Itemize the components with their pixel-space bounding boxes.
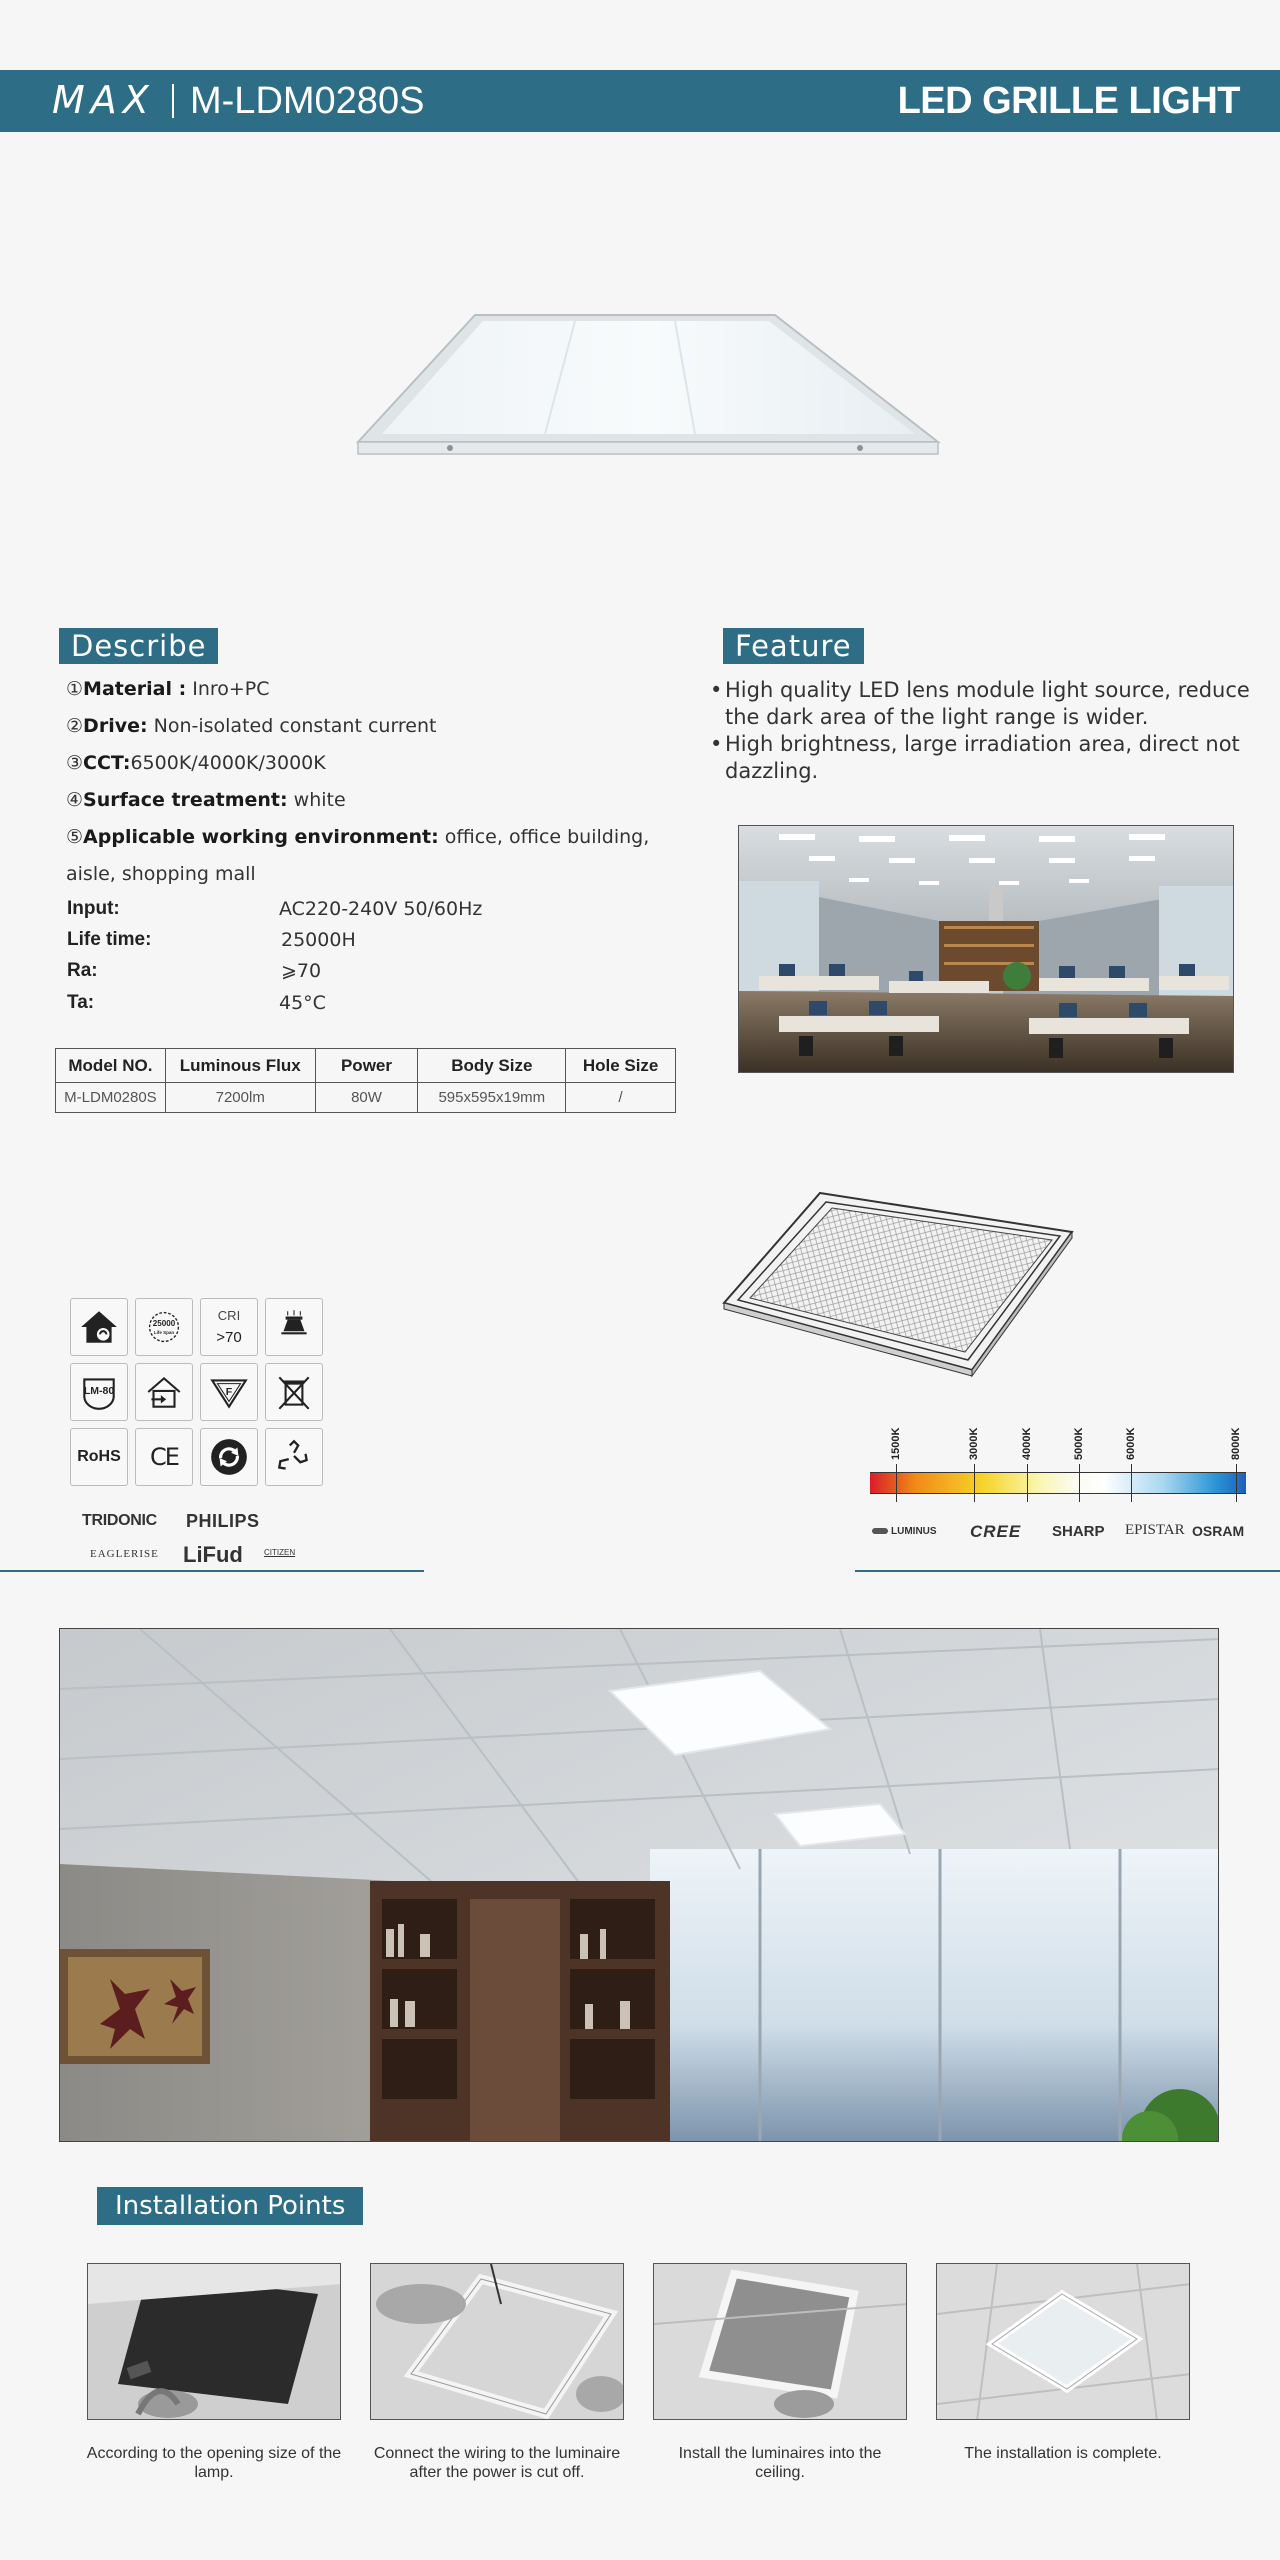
cct-label: 4000K [1020,1427,1033,1460]
spec-ra-label: Ra: [67,960,98,981]
cct-tick [1027,1464,1028,1502]
brand-citizen: CITIZEN [264,1548,296,1557]
cct-label: 6000K [1125,1427,1138,1460]
brand-osram: OSRAM [1192,1523,1245,1539]
driver-brand-logos [80,1508,340,1568]
header-bar [0,70,1280,132]
cct-scale [868,1420,1248,1500]
describe-drive: ②Drive: Non-isolated constant current [66,715,437,737]
brand-logo: MAX [52,78,155,122]
lm80-icon [70,1363,128,1421]
table-header: Body Size [418,1049,566,1083]
spec-life-label: Life time: [67,929,152,950]
step-2-image [370,2263,624,2420]
weee-bin-icon [265,1363,323,1421]
cct-tick [1079,1464,1080,1502]
table-cell: 80W [315,1083,418,1113]
table-cell: 595x595x19mm [418,1083,566,1113]
cri-value: >70 [216,1329,242,1346]
svg-text:Life Span: Life Span [153,1330,175,1336]
step-1-caption: According to the opening size of the lamp. [86,2445,342,2481]
cct-label: 1500K [890,1427,903,1460]
step-2-caption: Connect the wiring to the luminaire after the power is cut off. [373,2445,621,2481]
spec-table [55,1048,676,1113]
table-header-row [56,1049,676,1083]
step-3-caption: Install the luminaires into the ceiling. [678,2445,882,2481]
header-separator [172,84,174,118]
grille-panel-sketch [720,1188,1080,1378]
brand-sharp: SHARP [1052,1523,1105,1540]
divider-right [855,1570,1280,1572]
installation-tag: Installation Points [97,2187,363,2225]
brand-tridonic: TRIDONIC [82,1512,157,1529]
hero-product-image [355,312,945,462]
describe-environment: ⑤Applicable working environment: office, office building, [66,826,650,848]
cri-badge [200,1298,258,1356]
table-cell: M-LDM0280S [56,1083,166,1113]
office-photo [738,825,1234,1073]
cct-label: 8000K [1229,1427,1242,1460]
step-3-image [653,2263,907,2420]
cct-gradient-bar [870,1472,1246,1494]
svg-text:LM-80: LM-80 [83,1385,115,1398]
spec-input-label: Input: [67,898,120,919]
cct-tick [896,1464,897,1502]
step-4-image [936,2263,1190,2420]
describe-environment-cont: aisle, shopping mall [66,863,256,885]
table-row [56,1083,676,1113]
office-scene-image [739,826,1234,1073]
table-cell: 7200lm [165,1083,315,1113]
feature-bullet: • High quality LED lens module light source, reduce the dark area of the light range is wider. [710,678,1250,729]
cri-label: CRI [217,1308,241,1323]
svg-text:25000: 25000 [152,1319,176,1329]
home-icon [70,1298,128,1356]
divider-left [0,1570,424,1572]
room-scene-image [60,1629,1219,2142]
table-header: Power [315,1049,418,1083]
cct-tick [1236,1464,1237,1502]
recycle-arrow-icon [200,1428,258,1486]
cct-tick [1131,1464,1132,1502]
installed-room-photo [59,1628,1219,2142]
spec-life-value: 25000H [281,929,356,951]
step-1-image [87,2263,341,2420]
describe-material: ①Material : Inro+PC [66,678,270,700]
certification-icons [70,1298,323,1486]
brand-lifud: LiFud [183,1542,243,1567]
describe-tag: Describe [59,628,218,664]
feature-bullet: • High brightness, large irradiation area, direct not dazzling. [710,732,1240,783]
ce-badge: CE [135,1428,193,1486]
describe-surface: ④Surface treatment: white [66,789,346,811]
table-header: Model NO. [56,1049,166,1083]
brand-luminus: LUMINUS [872,1526,937,1537]
spec-input-value: AC220-240V 50/60Hz [279,898,483,920]
brand-epistar: EPISTAR [1125,1522,1185,1538]
bullet-dot: • [710,732,723,756]
indoor-icon [135,1363,193,1421]
cct-label: 3000K [968,1427,981,1460]
bullet-dot: • [710,678,723,702]
step-4-caption: The installation is complete. [964,2445,1162,2462]
brand-eaglerise: EAGLERISE [90,1548,159,1560]
spec-ta-label: Ta: [67,992,95,1013]
brand-philips: PHILIPS [186,1511,260,1531]
svg-text:F: F [225,1386,233,1399]
rohs-badge: RoHS [70,1428,128,1486]
chip-brand-logos [870,1522,1250,1544]
cct-label: 5000K [1072,1427,1085,1460]
model-title: M-LDM0280S [190,80,425,122]
f-mark-icon [200,1363,258,1421]
table-header: Hole Size [566,1049,676,1083]
recycle-icon [265,1428,323,1486]
table-cell: / [566,1083,676,1113]
feature-tag: Feature [723,628,864,664]
brand-cree: CREE [970,1522,1022,1541]
ceiling-lamp-icon [265,1298,323,1356]
life-span-icon [135,1298,193,1356]
spec-ra-value: ⩾70 [281,960,322,982]
table-header: Luminous Flux [165,1049,315,1083]
describe-cct: ③CCT:6500K/4000K/3000K [66,752,326,774]
cct-tick [974,1464,975,1502]
spec-ta-value: 45°C [279,992,326,1014]
product-type-title: LED GRILLE LIGHT [897,80,1240,122]
